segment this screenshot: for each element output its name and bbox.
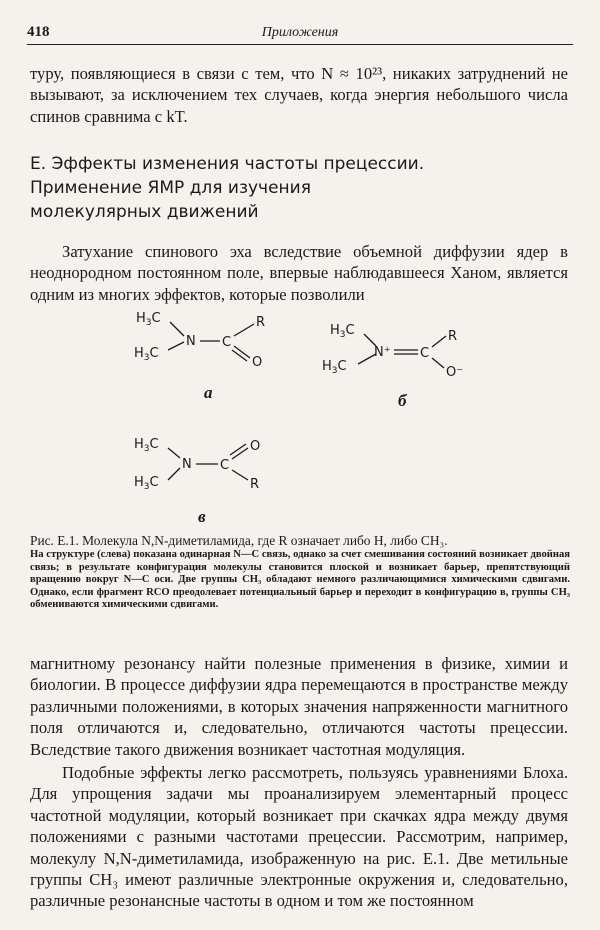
label-c: в — [198, 507, 206, 526]
atom-c-b: C — [420, 346, 430, 361]
page-number: 418 — [27, 24, 50, 40]
atom-methyl-b-top: $H_3C$ — [330, 323, 355, 340]
atom-methyl-b-bottom: $H_3C$ — [322, 359, 347, 376]
atom-o-c: O — [250, 439, 261, 454]
section-heading-line-3: молекулярных движений — [30, 202, 259, 222]
bond-a-4 — [234, 324, 254, 336]
bond-c-6 — [232, 470, 248, 480]
bond-c-4 — [232, 448, 248, 459]
atom-methyl-c-bottom: $H_3C$ — [134, 475, 159, 492]
running-head: Приложения — [261, 25, 339, 40]
paragraph-last: Подобные эффекты легко рассмотреть, пользуясь уравнениями Блоха. Для упрощения задачи мы проанализируем элементарный процесс частотной модуляции, который возникает при скачках ядра между двумя положениями с разными частотами прецессии. Рассмотрим, например, молекулу N,N-диметиламида, изображенную на рис. Е.1. Две метильные группы CH₃ имеют различные электронные окружения и, следовательно, различные резонансные частоты в одном и том же постоянном — [30, 763, 568, 911]
atom-methyl-c-top: $H_3C$ — [134, 437, 159, 454]
section-heading-line-2: Применение ЯМР для изучения — [30, 178, 311, 198]
atom-r-c: R — [250, 477, 260, 492]
atom-r-b: R — [448, 329, 458, 344]
label-b: б — [398, 391, 407, 410]
bond-c-1 — [168, 448, 180, 458]
structure-b — [322, 323, 463, 410]
label-a: а — [204, 383, 213, 402]
atom-methyl-a-top: $H_3C$ — [136, 311, 161, 328]
bond-b-6 — [432, 358, 444, 368]
paragraph-intro: Затухание спинового эха вследствие объемной диффузии ядер в неоднородном постоянном поле, впервые наблюдавшееся Ханом, является одним из многих эффектов, которые позволили — [30, 242, 568, 304]
bond-b-5 — [432, 336, 446, 347]
atom-n-plus-b: N⁺ — [374, 345, 391, 360]
bond-c-2 — [168, 468, 180, 480]
atom-c-c: C — [220, 458, 230, 473]
molecule-diagram — [90, 300, 550, 530]
structure-c — [134, 437, 260, 526]
atom-n-c: N — [182, 457, 192, 472]
atom-o-minus-b: O⁻ — [446, 365, 464, 380]
bond-a-2 — [168, 342, 184, 350]
atom-r-a: R — [256, 315, 266, 330]
atom-n-a: N — [186, 334, 196, 349]
paragraph-continue: магнитному резонансу найти полезные применения в физике, химии и биологии. В процессе диффузии ядра перемещаются в пространстве между различными положениями, в которых значения напряженности магнитного поля отличаются и, следовательно, отличаются частоты прецессии. Вследствие такого движения возникает частотная модуляция. — [30, 654, 568, 759]
figure-caption-body: На структуре (слева) показана одинарная N—C связь, однако за счет смешивания состояний возникает двойная связь; в результате конфигурация молекулы становится плоской и возникает барьер, препятствующий вращению вокруг N—C оси. Две группы CH₃ обладают немного различающимися химическими сдвигами. Однако, если фрагмент RCO преодолевает потенциальный барьер и переходит в конфигурацию в, группы CH₃ обмениваются химическими сдвигами. — [30, 549, 570, 611]
bond-a-1 — [170, 322, 184, 336]
structure-a — [134, 311, 265, 402]
figure-caption-title: Рис. Е.1. Молекула N,N-диметиламида, где R означает либо H, либо CH₃. — [30, 533, 448, 548]
figure-e1 — [90, 300, 550, 530]
page-header — [27, 22, 573, 45]
bond-a-6 — [232, 350, 247, 361]
atom-o-a: O — [252, 355, 263, 370]
atom-methyl-a-bottom: $H_3C$ — [134, 346, 159, 363]
bond-a-5 — [234, 346, 250, 358]
paragraph-top: туру, появляющиеся в связи с тем, что N ≈ 10²³, никаких затруднений не вызывают, за исключением тех случаев, когда энергия небольшого числа спинов сравнима с kT. — [30, 64, 568, 126]
section-heading — [30, 152, 570, 224]
atom-c-a: C — [222, 335, 232, 350]
bond-c-5 — [230, 444, 246, 455]
section-heading-line-1: Е. Эффекты изменения частоты прецессии. — [30, 154, 425, 174]
